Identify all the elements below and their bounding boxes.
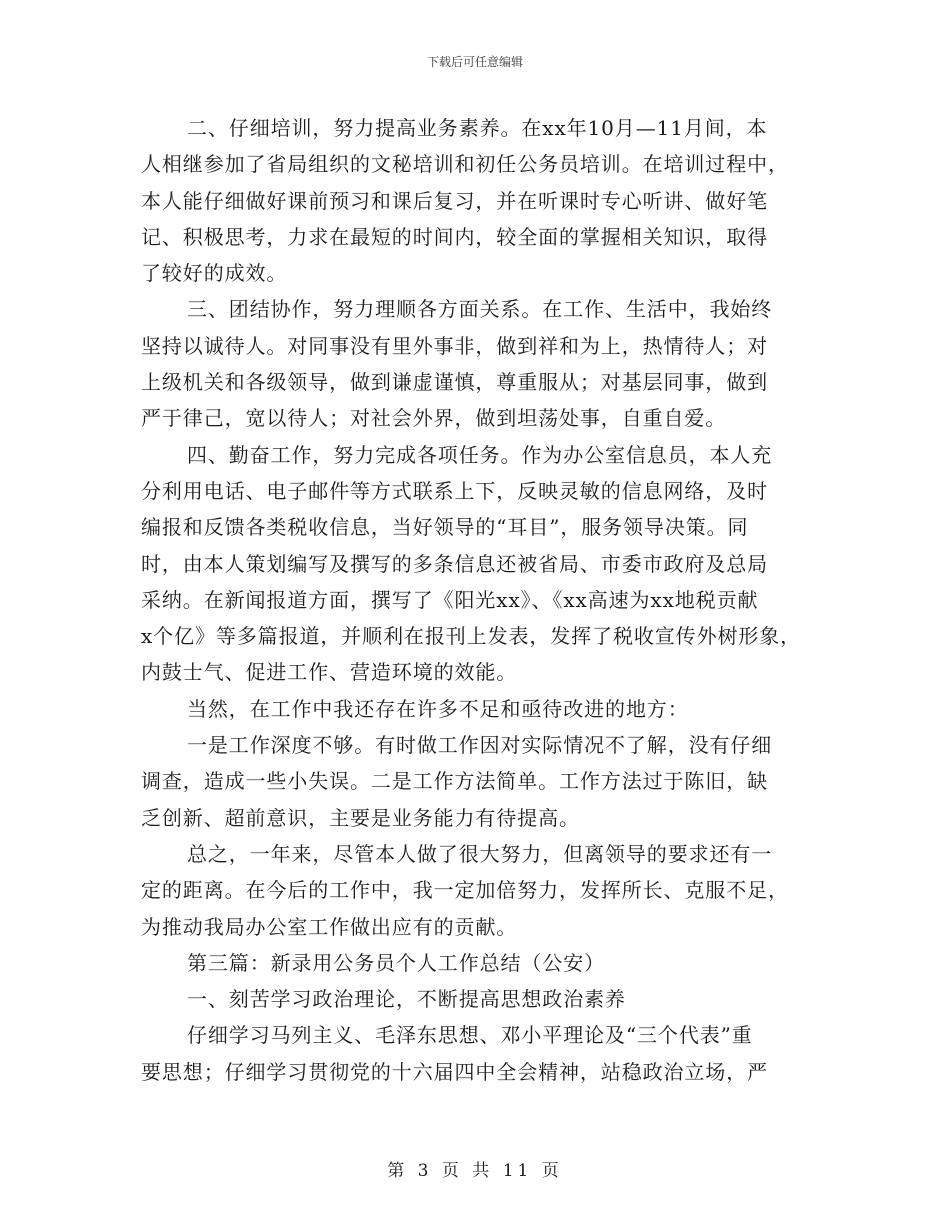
- document-body: [141, 110, 821, 1090]
- text-line: 一是工作深度不够。有时做工作因对实际情况不了解，没有仔细: [187, 733, 773, 758]
- text-line: x个亿》等多篇报道，并顺利在报刊上发表，发挥了税收宣传外树形象，: [141, 624, 802, 649]
- text-line: 四、勤奋工作，努力完成各项任务。作为办公室信息员，本人充: [187, 442, 773, 467]
- text-line: 为推动我局办公室工作做出应有的贡献。: [141, 914, 518, 939]
- text-line: 内鼓士气、促进工作、营造环境的效能。: [141, 660, 518, 685]
- text-line: 上级机关和各级领导，做到谦虚谨慎，尊重服从；对基层同事，做到: [141, 370, 768, 395]
- text-line: 总之，一年来，尽管本人做了很大努力，但离领导的要求还有一: [187, 841, 773, 866]
- text-line: 调查，造成一些小失误。二是工作方法简单。工作方法过于陈旧，缺: [141, 769, 768, 794]
- text-line: 三、团结协作，努力理顺各方面关系。在工作、生活中，我始终: [187, 297, 773, 322]
- text-line: 当然，在工作中我还存在许多不足和亟待改进的地方：: [187, 696, 689, 721]
- page-number-footer: 第 3 页 共 11 页: [387, 1161, 563, 1181]
- section-title: 第三篇：新录用公务员个人工作总结（公安）: [187, 950, 605, 975]
- text-line: 时，由本人策划编写及撰写的多条信息还被省局、市委市政府及总局: [141, 551, 768, 576]
- text-line: 编报和反馈各类税收信息，当好领导的“耳目”，服务领导决策。同: [141, 515, 749, 540]
- text-line: 坚持以诚待人。对同事没有里外事非，做到祥和为上，热情待人；对: [141, 333, 768, 358]
- text-line: 乏创新、超前意识，主要是业务能力有待提高。: [141, 805, 580, 830]
- text-line: 仔细学习马列主义、毛泽东思想、邓小平理论及“三个代表”重: [187, 1023, 753, 1048]
- text-line: 人相继参加了省局组织的文秘培训和初任公务员培训。在培训过程中，: [141, 152, 789, 177]
- text-line: 二、仔细培训，努力提高业务素养。在xx年10月—11月间，本: [187, 116, 768, 140]
- text-line: 了较好的成效。: [141, 261, 288, 286]
- text-line: 分利用电话、电子邮件等方式联系上下，反映灵敏的信息网络，及时: [141, 478, 768, 503]
- text-line: 记、积极思考，力求在最短的时间内，较全面的掌握相关知识，取得: [141, 224, 768, 249]
- section-heading: 一、刻苦学习政治理论，不断提高思想政治素养: [187, 987, 626, 1012]
- text-line: 要思想；仔细学习贯彻党的十六届四中全会精神，站稳政治立场，严: [141, 1059, 768, 1084]
- text-line: 采纳。在新闻报道方面，撰写了《阳光xx》、《xx高速为xx地税贡献: [141, 587, 759, 612]
- text-line: 定的距离。在今后的工作中，我一定加倍努力，发挥所长、克服不足，: [141, 878, 789, 903]
- page-header: 下载后可任意编辑: [426, 55, 523, 69]
- text-line: 严于律己，宽以待人；对社会外界，做到坦荡处事，自重自爱。: [141, 406, 727, 431]
- text-line: 本人能仔细做好课前预习和课后复习，并在听课时专心听讲、做好笔: [141, 188, 768, 213]
